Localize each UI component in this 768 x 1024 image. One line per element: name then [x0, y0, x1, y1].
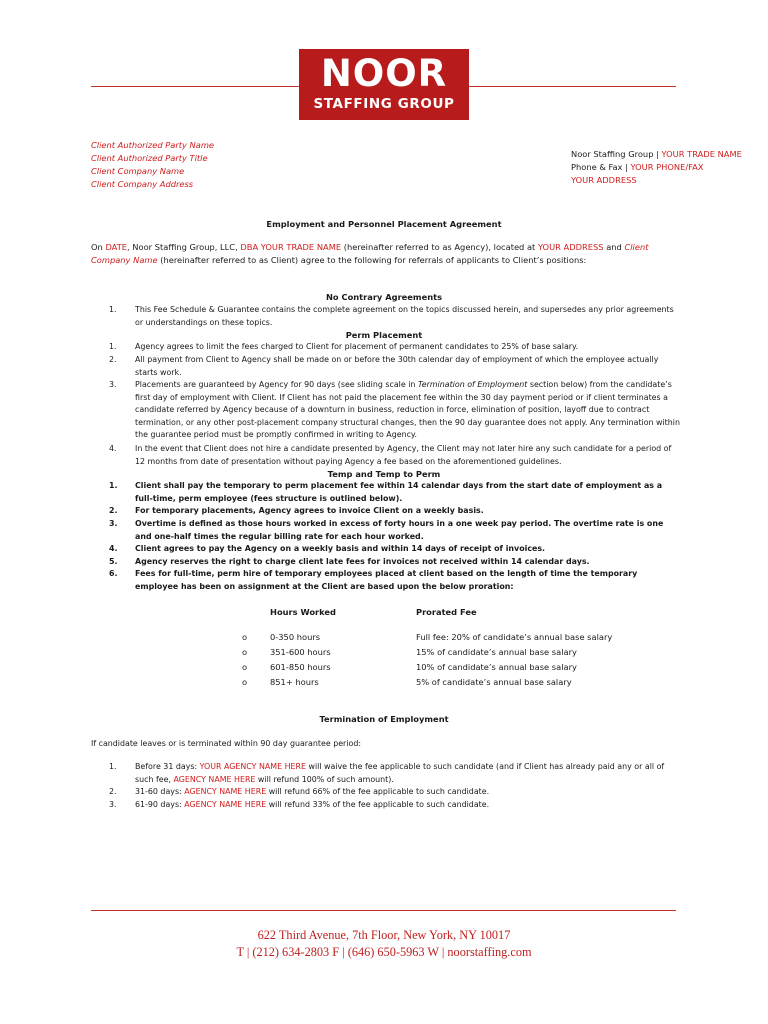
item-text: Overtime is defined as those hours worked in excess of forty hours in a one week pay period. The overtime rate is one and one-half times the regular billing rate for each hour worked. — [135, 519, 664, 541]
agency-trade-name: YOUR TRADE NAME — [661, 149, 742, 159]
header-rule-right — [469, 86, 676, 87]
bullet-circle: o — [242, 677, 248, 687]
agency-name-placeholder: AGENCY NAME HERE — [173, 774, 256, 784]
intro-date: DATE — [105, 242, 128, 252]
section-no-contrary: No Contrary Agreements — [325, 292, 443, 302]
intro-dba: DBA YOUR TRADE NAME — [240, 242, 342, 252]
agency-name-placeholder: AGENCY NAME HERE — [184, 800, 267, 809]
agency-name: Noor Staffing Group | — [571, 149, 662, 159]
item-text-part: will refund 100% of such amount). — [255, 774, 394, 784]
item-text-part: section below) from the candidate’s first day of employment with Client. If Client has not paid the placement fee within the 30 day payment period or if client terminates a candidate referred by Agency because of a downturn in business, reduction in force, elimination of position, layoff due to contract termination, or any other post-placement company structural changes, then the 90 day guarantee does not apply. Any termination within the guarantee period must be promptly confirmed in writing to Agency. — [135, 380, 680, 439]
hours-cell: 0-350 hours — [270, 632, 321, 642]
item-text: Client shall pay the temporary to perm placement fee within 14 calendar days from the start date of employment as a full-time, perm employee (fees structure is outlined below). — [135, 481, 663, 503]
intro-text: , Noor Staffing Group, LLC, — [127, 242, 241, 252]
fee-cell: 10% of candidate’s annual base salary — [416, 662, 577, 672]
hours-cell: 351-600 hours — [270, 647, 331, 657]
item-number: 1. — [109, 305, 117, 314]
termination-intro: If candidate leaves or is terminated within 90 day guarantee period: — [91, 739, 361, 748]
item-text: This Fee Schedule & Guarantee contains the complete agreement on the topics discussed herein, and supersedes any prior agreements or understandings on these topics. — [135, 305, 674, 327]
fee-table-header-hours: Hours Worked — [270, 607, 336, 617]
intro-address: YOUR ADDRESS — [537, 242, 604, 252]
item-text — [135, 786, 680, 799]
footer-rule — [91, 910, 676, 911]
agency-phone: YOUR PHONE/FAX — [630, 162, 704, 172]
section-temp-to-perm: Temp and Temp to Perm — [327, 469, 441, 479]
item-number: 3. — [109, 800, 117, 809]
item-text-part: Before 31 days: — [135, 762, 200, 771]
section-perm-placement: Perm Placement — [345, 330, 423, 340]
item-number: 1. — [109, 481, 118, 490]
fee-cell: Full fee: 20% of candidate’s annual base salary — [416, 632, 613, 642]
fee-table-header-fee: Prorated Fee — [416, 607, 477, 617]
item-number: 3. — [109, 519, 118, 528]
item-number: 1. — [109, 762, 117, 771]
agency-name-placeholder: YOUR AGENCY NAME HERE — [199, 762, 306, 771]
item-text: Agency agrees to limit the fees charged to Client for placement of permanent candidates to 25% of base salary. — [135, 342, 579, 351]
item-text-part: will refund 66% of the fee applicable to such candidate. — [266, 787, 490, 796]
item-text: For temporary placements, Agency agrees to invoice Client on a weekly basis. — [135, 506, 484, 515]
item-text-part: 61-90 days: — [135, 800, 185, 809]
item-number: 2. — [109, 355, 117, 364]
header-rule-left — [91, 86, 299, 87]
item-number: 4. — [109, 444, 117, 453]
fee-cell: 5% of candidate’s annual base salary — [416, 677, 572, 687]
item-number: 1. — [109, 342, 117, 351]
item-text — [135, 761, 680, 786]
bullet-circle: o — [242, 662, 248, 672]
document-title: Employment and Personnel Placement Agreement — [266, 219, 502, 229]
client-company-name: Client Company Name — [91, 166, 185, 176]
item-text-part: will refund 33% of the fee applicable to such candidate. — [266, 800, 490, 809]
client-party-title: Client Authorized Party Title — [91, 153, 208, 163]
agency-address: YOUR ADDRESS — [571, 175, 637, 185]
item-text: All payment from Client to Agency shall be made on or before the 30th calendar day of employment of which the employee actually starts work. — [135, 355, 659, 377]
item-text — [135, 799, 680, 812]
section-termination: Termination of Employment — [319, 714, 449, 724]
intro-text: and — [603, 242, 625, 252]
agency-phone-label: Phone & Fax | — [571, 162, 631, 172]
item-text-part: Placements are guaranteed by Agency for 90 days (see sliding scale in — [135, 380, 418, 389]
item-number: 5. — [109, 557, 118, 566]
noor-logo — [299, 49, 469, 120]
item-number: 2. — [109, 506, 118, 515]
logo-wordmark: NOOR — [320, 52, 448, 95]
item-number: 3. — [109, 380, 117, 389]
item-text: In the event that Client does not hire a candidate presented by Agency, the Client may not later hire any such candidate for a period of 12 months from date of presentation without paying Agency a fee based on the aforementioned guidelines. — [135, 444, 672, 466]
fee-cell: 15% of candidate’s annual base salary — [416, 647, 577, 657]
intro-text: (hereinafter referred to as Client) agree to the following for referrals of applicants to Client’s positions: — [157, 255, 587, 265]
client-party-name: Client Authorized Party Name — [91, 140, 215, 150]
bullet-circle: o — [242, 647, 248, 657]
intro-text: On — [91, 242, 106, 252]
logo-subtitle: STAFFING GROUP — [313, 96, 455, 112]
agency-address-block — [571, 148, 742, 187]
intro-client: Client Company Name — [91, 242, 649, 265]
bullet-circle: o — [242, 632, 248, 642]
hours-cell: 601-850 hours — [270, 662, 331, 672]
item-number: 4. — [109, 544, 118, 553]
item-text-part: 31-60 days: — [135, 787, 185, 796]
item-text: Client agrees to pay the Agency on a weekly basis and within 14 days of receipt of invoices. — [135, 544, 546, 553]
item-text-part: will waive the fee applicable to such candidate (and if Client has already paid any or all of such fee, — [135, 762, 665, 784]
item-text — [135, 379, 680, 442]
item-text: Fees for full-time, perm hire of temporary employees placed at client based on the length of time the temporary employee has been on assignment at the Client are based upon the below proration: — [135, 569, 638, 591]
footer-contact: T | (212) 634-2803 F | (646) 650-5963 W | noorstaffing.com — [236, 945, 532, 959]
client-address-block — [91, 139, 214, 191]
intro-paragraph — [91, 241, 681, 267]
item-text-italic: Termination of Employment — [417, 380, 528, 389]
item-text: Agency reserves the right to charge client late fees for invoices not received within 14 calendar days. — [135, 557, 590, 566]
hours-cell: 851+ hours — [270, 677, 319, 687]
intro-text: (hereinafter referred to as Agency), located at — [341, 242, 538, 252]
agency-name-placeholder: AGENCY NAME HERE — [184, 787, 267, 796]
footer-address: 622 Third Avenue, 7th Floor, New York, NY 10017 — [257, 928, 511, 942]
item-number: 2. — [109, 787, 117, 796]
client-company-address: Client Company Address — [91, 179, 194, 189]
item-number: 6. — [109, 569, 118, 578]
